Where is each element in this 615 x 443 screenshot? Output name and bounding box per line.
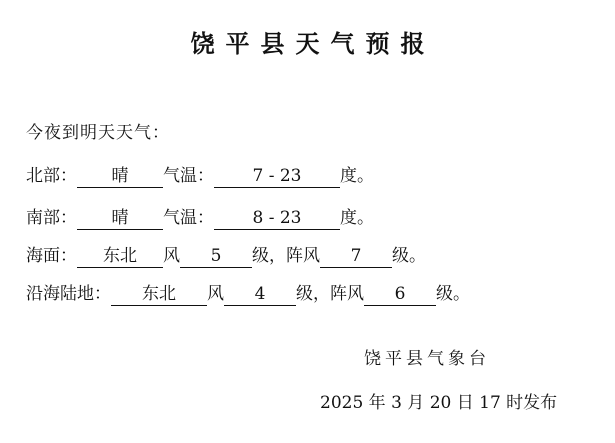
coast-wind-level: 4: [224, 283, 296, 306]
north-forecast-row: [26, 163, 374, 189]
south-temp-label: 气温：: [163, 208, 214, 228]
coast-wind-word: 风: [207, 284, 224, 304]
south-temp-unit: 度。: [340, 208, 374, 228]
page-title: 饶平县天气预报: [190, 30, 436, 58]
sea-label: 海面：: [26, 246, 77, 266]
coast-wind-direction: 东北: [111, 283, 207, 306]
south-temp-value: 8 - 23: [214, 207, 340, 230]
south-weather-value: 晴: [77, 207, 163, 230]
north-temp-label: 气温：: [163, 166, 214, 186]
sea-gust-word: 级。: [392, 246, 426, 266]
south-label: 南部：: [26, 208, 77, 228]
issue-timestamp: 2025 年 3 月 20 日 17 时发布: [320, 393, 558, 413]
coast-gust-word: 级。: [436, 284, 470, 304]
north-weather-value: 晴: [77, 165, 163, 188]
north-temp-value: 7 - 23: [214, 165, 340, 188]
sea-wind-word: 风: [163, 246, 180, 266]
sea-gust-level: 7: [320, 245, 392, 268]
sea-level-word: 级，阵风: [252, 246, 320, 266]
coast-gust-level: 6: [364, 283, 436, 306]
sea-wind-direction: 东北: [77, 245, 163, 268]
forecast-period-heading: 今夜到明天天气：: [26, 123, 170, 143]
sea-wind-level: 5: [180, 245, 252, 268]
issuing-office: 饶平县气象台: [364, 349, 490, 369]
coast-label: 沿海陆地：: [26, 284, 111, 304]
north-temp-unit: 度。: [340, 166, 374, 186]
south-forecast-row: [26, 205, 374, 231]
sea-forecast-row: [26, 243, 426, 269]
north-label: 北部：: [26, 166, 77, 186]
coast-forecast-row: [26, 281, 470, 307]
coast-level-word: 级，阵风: [296, 284, 364, 304]
